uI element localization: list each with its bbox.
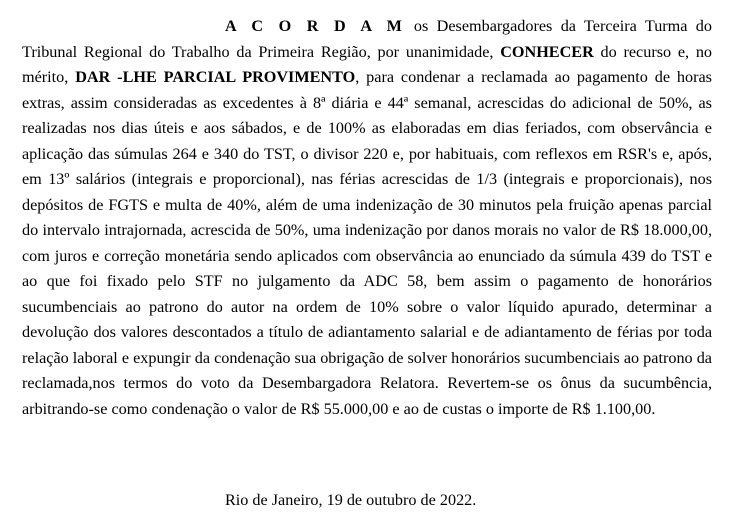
document-page [22, 14, 713, 509]
decision-text-intro: os Desembargadores da Terceira Turma do Tribunal Regional do Trabalho da Primeira Região, por unanimidade, [22, 17, 712, 61]
date-line: Rio de Janeiro, 19 de outubro de 2022. [225, 491, 477, 509]
decision-text-merit: do recurso e, no mérito, [22, 42, 713, 86]
decision-text-body: , para condenar a reclamada ao pagamento de horas extras, assim consideradas as excedentes à 8ª diária e 44ª semanal, acrescidas do adicional de 50%, as realizadas nos dias úteis e aos sábados, e de 100% as elaboradas em dias feriados, com observância e aplicação das súmulas 264 e 340 do TST, o divisor 220 e, por habituais, com reflexos em RSR's e, após, em 13º salários (integrais e proporcional), nas férias acrescidas de 1/3 (integrais e proporcionais), nos depósitos de FGTS e multa de 40%, além de uma indenização de 30 minutos pela fruição apenas parcial do intervalo intrajornada, acrescida de 50%, uma indenização por danos morais no valor de R$ 18.000,00, com juros e correção monetária sendo aplicados com observância ao enunciado da súmula 439 do TST e ao que foi fixado pelo STF no julgamento da ADC 58, bem assim o pagamento de honorários sucumbenciais ao patrono do autor na ordem de 10% sobre o valor líquido apurado, determinar a devolução dos valores descontados a título de adiantamento salarial e de adiantamento de férias por toda relação laboral e expungir da condenação sua obrigação de solver honorários sucumbenciais ao patrono da reclamada,nos termos do voto da Desembargadora Relatora. Revertem-se os ônus da sucumbência, arbitrando-se como condenação o valor de R$ 55.000,00 e ao de custas o importe de R$ 1.100,00. [22, 68, 712, 418]
keyword-dar-parcial-provimento: DAR -LHE PARCIAL PROVIMENTO [75, 68, 356, 86]
keyword-conhecer: CONHECER [500, 42, 594, 61]
decision-paragraph [22, 14, 712, 422]
keyword-acordam: A C O R D A M [225, 17, 406, 35]
